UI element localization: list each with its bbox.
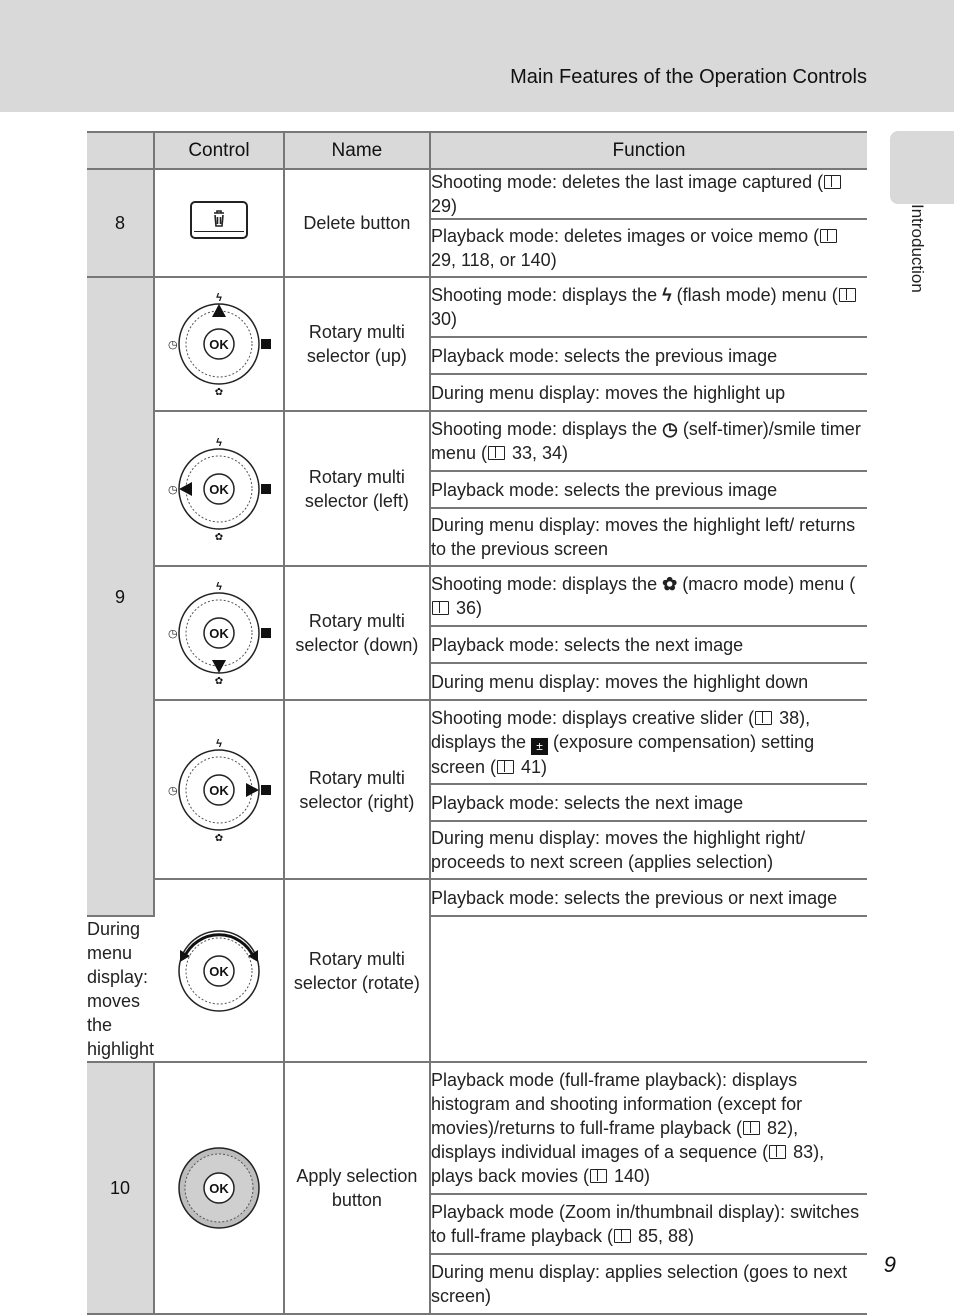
control-number: 9 [87, 277, 154, 916]
macro-icon: ✿ [214, 832, 224, 844]
function-cell: Playback mode: selects the next image [430, 626, 867, 663]
ok-label: OK [209, 481, 229, 497]
control-name: Rotary multi selector (right) [284, 700, 430, 879]
function-cell: Playback mode: selects the next image [430, 784, 867, 821]
multi-selector-up-icon [154, 277, 284, 411]
page-reference-icon [614, 1229, 631, 1243]
page-reference-icon [743, 1121, 760, 1135]
flash-icon: ϟ [216, 737, 222, 750]
page-reference-icon [497, 760, 514, 774]
header-control: Control [154, 132, 284, 169]
flash-icon: ϟ [662, 285, 672, 305]
function-cell: During menu display: moves the highlight up [430, 374, 867, 411]
page-reference-icon [432, 601, 449, 615]
flash-icon: ϟ [216, 436, 222, 449]
flash-icon: ϟ [216, 581, 222, 593]
control-name: Rotary multi selector (up) [284, 277, 430, 411]
function-cell: Playback mode: selects the previous image [430, 337, 867, 374]
multi-selector-rotate-icon [154, 879, 284, 1062]
apply-selection-button-icon [154, 1062, 284, 1314]
table-header-row [87, 132, 867, 169]
function-cell: During menu display: moves the highlight right/ proceeds to next screen (applies selection) [430, 821, 867, 879]
control-name: Delete button [284, 169, 430, 277]
function-cell: During menu display: moves the highlight left/ returns to the previous screen [430, 508, 867, 566]
table-row [87, 879, 867, 916]
multi-selector-down-icon [154, 566, 284, 700]
control-name: Rotary multi selector (down) [284, 566, 430, 700]
flash-icon: ϟ [216, 292, 222, 304]
header-band [0, 0, 954, 112]
exposure-compensation-icon [261, 484, 271, 494]
page-header-title: Main Features of the Operation Controls [510, 66, 867, 88]
function-cell: Shooting mode: displays the ◷ (self-timer)/smile timer menu ( 33, 34) [430, 411, 867, 471]
ok-label: OK [209, 626, 229, 641]
self-timer-icon: ◷ [167, 483, 178, 496]
table-row [87, 277, 867, 337]
control-number: 8 [87, 169, 154, 277]
function-cell: Playback mode: deletes images or voice memo ( 29, 118, or 140) [430, 219, 867, 277]
function-cell: Shooting mode: deletes the last image captured ( 29) [430, 169, 867, 219]
function-cell: Playback mode: selects the previous or next image [430, 879, 867, 916]
page-reference-icon [488, 446, 505, 460]
multi-selector-left-icon [154, 411, 284, 566]
page-reference-icon [824, 175, 841, 189]
macro-icon: ✿ [214, 676, 224, 687]
function-cell: Playback mode: selects the previous image [430, 471, 867, 508]
self-timer-icon: ◷ [167, 628, 178, 640]
ok-label: OK [209, 963, 229, 979]
page-reference-icon [769, 1145, 786, 1159]
delete-button-icon [190, 201, 248, 239]
exposure-compensation-icon [261, 785, 271, 795]
self-timer-icon: ◷ [167, 784, 178, 797]
self-timer-icon: ◷ [167, 339, 178, 351]
control-name: Rotary multi selector (left) [284, 411, 430, 566]
macro-icon: ✿ [214, 531, 224, 543]
header-function: Function [430, 132, 867, 169]
ok-label: OK [209, 1181, 229, 1196]
macro-icon: ✿ [214, 387, 224, 398]
macro-icon: ✿ [662, 574, 678, 594]
self-timer-icon: ◷ [662, 419, 678, 439]
controls-table [87, 131, 867, 1315]
control-name: Rotary multi selector (rotate) [284, 879, 430, 1062]
exposure-compensation-icon [261, 339, 271, 349]
multi-selector-right-icon [154, 700, 284, 879]
header-name: Name [284, 132, 430, 169]
section-tab-label: Introduction [908, 204, 927, 293]
ok-label: OK [209, 337, 229, 352]
control-cell [154, 169, 284, 277]
exposure-compensation-icon: ± [531, 738, 548, 755]
header-number [87, 132, 154, 169]
page-reference-icon [820, 229, 837, 243]
ok-label: OK [209, 782, 229, 798]
function-cell: Playback mode (full-frame playback): displays histogram and shooting information (except for movies)/returns to full-frame playback ( 82), displays individual images of a sequence ( 83), plays back movies ( 140) [430, 1062, 867, 1194]
page-reference-icon [590, 1169, 607, 1183]
function-cell: During menu display: moves the highlight down [430, 663, 867, 700]
function-cell: Shooting mode: displays the ϟ (flash mode) menu ( 30) [430, 277, 867, 337]
function-cell: During menu display: moves the highlight [87, 916, 154, 1062]
table-row [87, 169, 867, 219]
table-row [87, 1062, 867, 1194]
table-row [87, 411, 867, 471]
page-reference-icon [755, 711, 772, 725]
page-number: 9 [883, 1252, 896, 1277]
function-cell: Shooting mode: displays the ✿ (macro mode) menu ( 36) [430, 566, 867, 626]
page-reference-icon [839, 288, 856, 302]
table-row [87, 700, 867, 784]
function-cell: During menu display: applies selection (goes to next screen) [430, 1254, 867, 1314]
table-row [87, 566, 867, 626]
section-tab [890, 131, 954, 204]
control-number: 10 [87, 1062, 154, 1314]
control-name: Apply selection button [284, 1062, 430, 1314]
function-cell: Playback mode (Zoom in/thumbnail display): switches to full-frame playback ( 85, 88) [430, 1194, 867, 1254]
function-cell: Shooting mode: displays creative slider ( 38), displays the ± (exposure compensation) setting screen ( 41) [430, 700, 867, 784]
exposure-compensation-icon [261, 628, 271, 638]
